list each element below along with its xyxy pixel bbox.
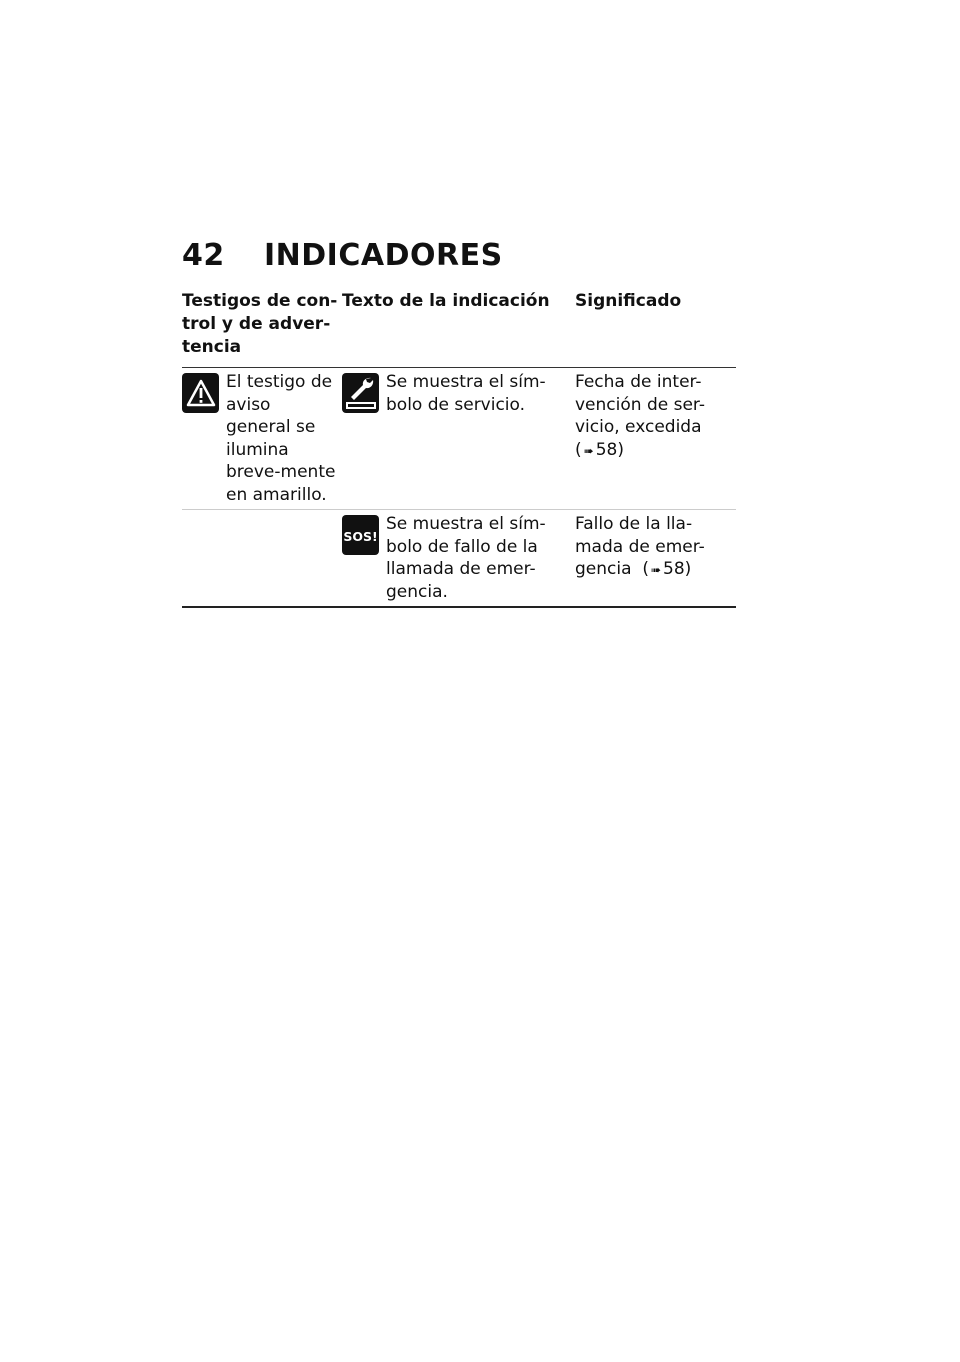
- reference-arrow-icon: ➠: [650, 563, 662, 577]
- indicator-table: [182, 290, 736, 608]
- reference-page-number: 58: [595, 439, 618, 460]
- table-row: [182, 510, 736, 608]
- table-row: [182, 368, 736, 510]
- reference-page-number: 58: [663, 559, 685, 579]
- meaning-cell: [575, 368, 736, 510]
- meaning-text: Fecha de inter-vención de ser-vicio, excedida: [575, 372, 705, 437]
- reference-arrow-icon: ➠: [583, 443, 594, 458]
- sos-icon-label: SOS!: [343, 529, 378, 544]
- column-header-indicators: Testigos de con-trol y de adver-tencia: [182, 290, 342, 368]
- column-header-display-text: Texto de la indicación: [342, 290, 575, 368]
- indicator-description: El testigo de aviso general se ilumina breve-mente en amarillo.: [226, 372, 336, 505]
- display-description: Se muestra el sím-bolo de servicio.: [386, 372, 546, 415]
- page-header: [182, 238, 503, 273]
- display-text-cell: [342, 510, 575, 608]
- display-description: Se muestra el sím-bolo de fallo de la llamada de emer-gencia.: [386, 514, 546, 602]
- meaning-text: Fallo de la lla-mada de emer-gencia: [575, 514, 705, 579]
- page-reference[interactable]: ( ➠ 58): [642, 559, 692, 579]
- meaning-cell: [575, 510, 736, 608]
- indicator-cell: [182, 368, 342, 510]
- display-text-cell: [342, 368, 575, 510]
- column-header-meaning: Significado: [575, 290, 736, 368]
- service-wrench-icon: [342, 373, 379, 413]
- warning-triangle-icon: [182, 373, 219, 413]
- page-reference[interactable]: ( ➠ 58): [575, 439, 624, 460]
- table-header-row: [182, 290, 736, 368]
- sos-icon: [342, 515, 379, 555]
- chapter-title: INDICADORES: [264, 238, 503, 273]
- page-number: 42: [182, 238, 225, 273]
- indicator-cell-empty: [182, 510, 342, 608]
